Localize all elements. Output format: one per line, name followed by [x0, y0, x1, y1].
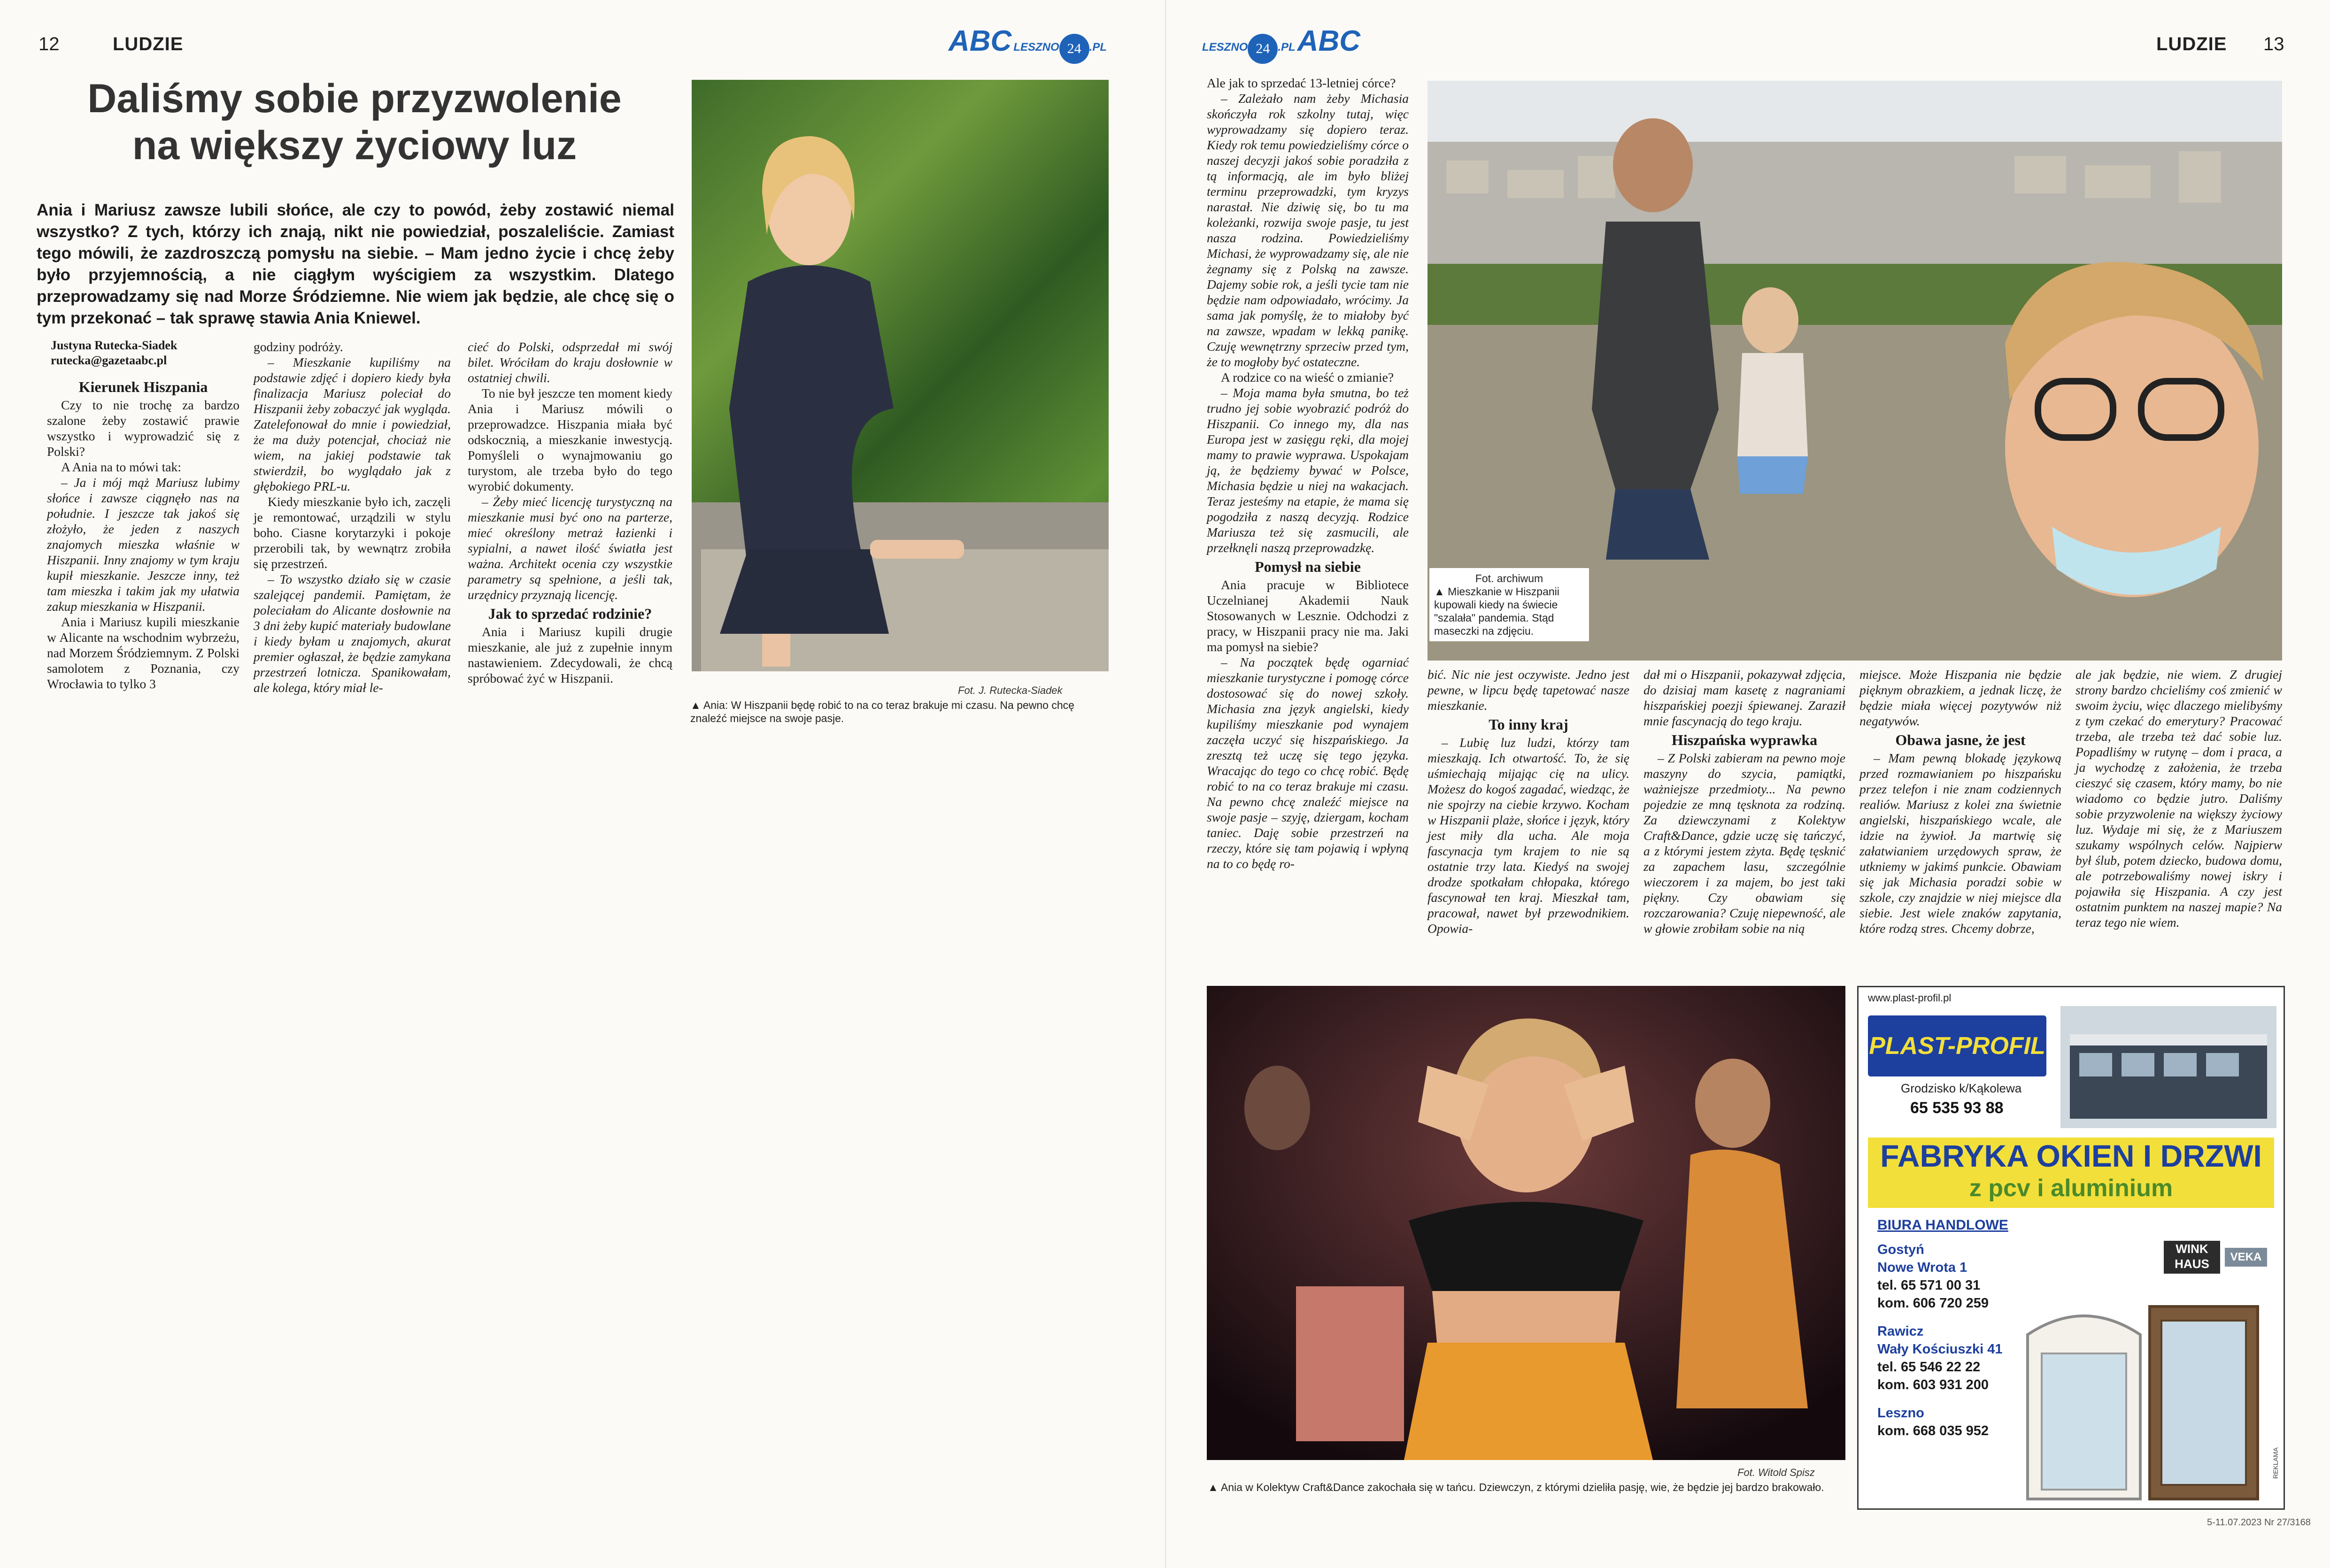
- subheading: To inny kraj: [1489, 716, 1568, 733]
- ad-phone: 65 535 93 88: [1910, 1099, 2004, 1117]
- logo-brand-left: LESZNO: [1013, 41, 1059, 54]
- paragraph: – Lubię luz ludzi, którzy tam mieszkają. Ich otwartość. To, że się uśmiechają mijając cię na ulicy. Możesz do kogoś zagadać, wiedząc, że nie spojrzy na ciebie krzywo. Kocham w Hiszpanii plaże, słońce i język, który jest miły dla ucha. Ale moja fascynacja tym krajem to nie są ostatnie trzy lata. Kiedyś na swojej drodze spotkałam chłopaka, którego fascynował ten kraj. Mieszkał tam, pracował, nawet był przewodnikiem. Opowia-: [1427, 735, 1629, 936]
- subheading: Jak to sprzedać rodzinie?: [488, 605, 652, 622]
- subheading: Kierunek Hiszpania: [78, 378, 208, 395]
- right-column-4: [1859, 667, 2061, 936]
- author-block: [51, 338, 239, 368]
- logo-badge-left: 24: [1059, 34, 1089, 64]
- paragraph: – Ja i mój mąż Mariusz lubimy słońce i zawsze ciągnęło nas na południe. I jeszcze tak jakoś się złożyło, że jeden z naszych znajomych mieszka właśnie w Hiszpanii. Inny znajomy w tym kraju kupił mieszkanie. Jeszcze inny, też tam mieszka i takim jak my ułatwia zakup mieszkania w Hiszpanii.: [47, 475, 239, 614]
- paragraph: cieć do Polski, odsprzedał mi swój bilet. Wróciłam do kraju dosłownie w ostatniej chwili.: [468, 339, 672, 385]
- paragraph: A Ania na to mówi tak:: [61, 460, 181, 474]
- ad-offices-title: BIURA HANDLOWE: [1877, 1217, 2008, 1233]
- paragraph: Czy to nie trochę za bardzo szalone żeby zostawić prawie wszystko i wyprowadzić się z Polski?: [47, 398, 239, 459]
- paragraph: – Zależało nam żeby Michasia skończyła rok szkolny tutaj, więc wyprowadzamy się dopiero teraz. Kiedy rok temu powiedzieliśmy córce o naszej decyzji jakoś sobie poradziła z tą informacją, ale im było bliżej terminu przeprowadzki, tym kryzys narastał. Nie dziwię się, bo tu ma koleżanki, rozwija swoje pasje, tu jest nasza rodzina. Powiedzieliśmy Michasi, że wyprowadzamy się, ale nie żegnamy się z Polską na zawsze. Dajemy sobie rok, a jeśli tycie tam nie będzie nam odpowiadało, wrócimy. Ja sama jak pomyślę, że to miałoby być na zawsze, wpadam w lekką panikę. Czuję wewnętrzny sprzeciw przed tym, że to mogłoby być ostateczne.: [1207, 91, 1409, 369]
- ad-winkhaus-line2: HAUS: [2175, 1257, 2209, 1271]
- logo-abc-left: ABC: [949, 25, 1012, 57]
- left-column-3: [468, 339, 672, 686]
- logo-badge-right: 24: [1248, 34, 1278, 64]
- ad-office-city: Leszno: [1877, 1406, 1924, 1421]
- author-email[interactable]: rutecka@gazetaabc.pl: [51, 354, 167, 367]
- ad-window-door-icon: [2009, 1278, 2272, 1504]
- ad-side-label: REKLAMA: [2272, 1447, 2279, 1479]
- ad-office-city: Gostyń: [1877, 1242, 1924, 1257]
- paragraph: – To wszystko działo się w czasie szalejącej pandemii. Pamiętam, że poleciałam do Alicante dosłownie na 3 dni żeby kupić materiały budowlane i kiedy byłam u znajomych, akurat premier ogłaszał, że będzie zamykana przestrzeń lotnicza. Spanikowałam, ale kolega, który miał le-: [254, 572, 451, 695]
- right-column-3: [1643, 667, 1845, 936]
- issue-number: 5-11.07.2023 Nr 27/3168: [2207, 1517, 2311, 1528]
- paragraph: ale jak będzie, nie wiem. Z drugiej strony bardzo chcieliśmy coś zmienić w swoim życiu, więc dlaczego mielibyśmy z tym czekać do emerytury? Pracować trzeba, ale trzeba też dać sobie luz. Popadliśmy w rutynę – dom i praca, a ja wychodzę z założenia, że trzeba cieszyć się czasem, który mamy, bo nie wiadomo co będzie jutro. Daliśmy sobie przyzwolenie na większy życiowy luz. Wydaje mi się, że z Mariuszem szukamy wspólnych celów. Najpierw był ślub, potem dziecko, budowa domu, ale potrzebowaliśmy nowej iskry i pojawiła się Hiszpania. A czy jest ostatnim punktem na naszej mapie? Na teraz tego nie wiem.: [2075, 667, 2282, 930]
- ad-office-kom: kom. 603 931 200: [1877, 1377, 1989, 1392]
- ad-headline: FABRYKA OKIEN I DRZWI: [1880, 1138, 2262, 1173]
- paragraph: – Na początek będę ogarniać mieszkanie turystyczne i pomogę córce dostosować się do nowej szkoły. Michasia zna język angielski, kiedy kupiliśmy mieszkanie pod wynajem zaczęła uczyć się hiszpańskiego. Ja zresztą też uczę się tego języka. Wracając do tego co chcę robić. Będę robić to na co teraz brakuje mi czasu. Na pewno chcę znaleźć miejsce na swoje pasje – szyję, dziergam, kocham taniec. Daję sobie przestrzeń na rzeczy, które się tam pojawią i wpłyną na to co będę ro-: [1207, 655, 1409, 871]
- author-name: Justyna Rutecka-Siadek: [51, 338, 177, 352]
- ad-veka-logo: VEKA: [2225, 1248, 2267, 1267]
- ad-office-street: Nowe Wrota 1: [1877, 1260, 1967, 1275]
- paragraph: godziny podróży.: [254, 339, 343, 354]
- paragraph: – Z Polski zabieram na pewno moje maszyny do szycia, pamiątki, ważniejsze przedmioty... Na pewno pojedzie ze mną tęsknota za rodziną. Za dziewczynami z Kolektyw Craft&Dance, gdzie uczę się tańczyć, a z którymi jestem zżyta. Będę tęsknić za zapachem lasu, szczególnie wieczorem i za majem, bo jest taki piękny. Czy obawiam się rozczarowania? Czuję niepewność, ale w głowie zrobiłam sobie na nią: [1643, 751, 1845, 936]
- ad-city: Grodzisko k/Kąkolewa: [1901, 1081, 2022, 1095]
- paragraph: Kiedy mieszkanie było ich, zaczęli je remontować, urządzili w stylu boho. Ciasne korytarzyki i pokoje przerobili tak, by wewnątrz zrobiła się przestrzeń.: [254, 494, 451, 571]
- left-column-2: [254, 339, 451, 695]
- paragraph: – Mieszkanie kupiliśmy na podstawie zdjęć i dopiero kiedy była finalizacja Mariusz poleciał do Hiszpanii żeby zobaczyć jak wygląda. Zatelefonował do mnie i powiedział, że ma duży potencjał, chociaż nie wiem, na jakiej podstawie tak stwierdził, bo wyglądało jak z głębokiego PRL-u.: [254, 355, 451, 493]
- dance-illustration: [1207, 986, 1845, 1460]
- portrait-illustration: [692, 80, 1109, 671]
- photo-credit-dance: Fot. Witold Spisz: [1737, 1467, 1815, 1478]
- article-headline: [28, 75, 681, 169]
- subheading: Hiszpańska wyprawka: [1671, 731, 1818, 748]
- ad-brand-name: PLAST-PROFIL: [1869, 1032, 2045, 1060]
- paragraph: Ania i Mariusz kupili drugie mieszkanie, ale już z zupełnie innym nastawieniem. Zdecydowali, że chcą spróbować żyć w Hiszpanii.: [468, 624, 672, 685]
- ad-office-tel: tel. 65 546 22 22: [1877, 1360, 1981, 1375]
- photo-dance: [1207, 986, 1845, 1460]
- article-lead: Ania i Mariusz zawsze lubili słońce, ale czy to powód, żeby zostawić niemal wszystko? Z tych, którzy ich znają, nikt nie powiedział, poszaleliście. Zamiast tego mówili, że zazdroszczą pomysłu na siebie. – Mam jedno życie i chcę żeby było przyjemnością, a nie ciągłym wyścigiem za wszystkim. Dlatego przeprowadzamy się nad Morze Śródziemne. Nie wiem jak będzie, ale chcę się o tym przekonać – tak sprawę stawia Ania Kniewel.: [37, 201, 674, 327]
- ad-url[interactable]: www.plast-profil.pl: [1868, 992, 1952, 1004]
- photo-credit-ania: Fot. J. Rutecka-Siadek: [958, 684, 1063, 696]
- paragraph: dał mi o Hiszpanii, pokazywał zdjęcia, do dzisiaj mam kasetę z nagraniami hiszpańskiej poezji śpiewanej. Zaraził mnie fascynacją do tego kraju.: [1643, 667, 1845, 728]
- logo-abc-right: ABC: [1297, 25, 1361, 57]
- paragraph: To nie był jeszcze ten moment kiedy Ania i Mariusz mówili o przeprowadzce. Hiszpania miała być odskocznią, a mieszkanie inwestycją. Pomyśleli o wynajmowaniu go turystom, ale trzeba było do tego wyrobić dokumenty.: [468, 386, 672, 493]
- logo-suffix-left: .PL: [1089, 41, 1107, 54]
- paragraph: – Mam pewną blokadę językową przed rozmawianiem po hiszpańsku przez telefon i nie znam codziennych realiów. Mariusz z kolei zna świetnie angielski, hiszpańskiego wcale, ale idzie na żywioł. Ja martwię się załatwianiem urzędowych spraw, że utkniemy w jakimś punkcie. Obawiam się jak Michasia poradzi sobie w szkole, czy znajdzie w niej miejsce dla siebie. Jest wiele znaków zapytania, które rodzą stres. Chcemy dobrze,: [1859, 751, 2061, 936]
- ad-headline-band: [1868, 1138, 2274, 1208]
- logo-brand-right: LESZNO: [1202, 41, 1248, 54]
- paragraph: Ania i Mariusz kupili mieszkanie w Alicante na wschodnim wybrzeżu, nad Morzem Śródziemnym. Z Polski samolotem z Poznania, czy Wrocławia to tylko 3: [47, 615, 239, 691]
- photo-caption-ania: ▲ Ania: W Hiszpanii będę robić to na co teraz brakuje mi czasu. Na pewno chcę znaleźć miejsce na swoje pasje.: [690, 699, 1074, 724]
- paragraph: miejsce. Może Hiszpania nie będzie pięknym obrazkiem, a jednak liczę, że będzie miała więcej pozytywów niż negatywów.: [1859, 667, 2061, 728]
- subheading: Pomysł na siebie: [1255, 558, 1361, 575]
- photo-caption-family-box: [1429, 568, 1589, 641]
- subheading: Obawa jasne, że jest: [1895, 731, 2026, 748]
- photo-caption-family: ▲ Mieszkanie w Hiszpanii kupowali kiedy na świecie "szalała" pandemia. Stąd maseczki na zdjęciu.: [1434, 585, 1559, 637]
- photo-credit-family: Fot. archiwum: [1475, 572, 1543, 584]
- ad-office-city: Rawicz: [1877, 1324, 1924, 1339]
- photo-caption-dance: ▲ Ania w Kolektyw Craft&Dance zakochała się w tańcu. Dziewczyn, z którymi dzieliła pasję, wie, że będzie jej bardzo brakowało.: [1208, 1481, 1824, 1493]
- photo-ania-portrait: [692, 80, 1109, 671]
- paragraph: – Żeby mieć licencję turystyczną na mieszkanie musi być ono na parterze, mieć określony metraż łazienki i sypialni, a nawet ilość światła jest ważna. Architekt ocenia czy wszystkie parametry są spełnione, a jeśli tak, urzędnicy przyznają licencję.: [468, 494, 672, 602]
- page-fold: [1165, 0, 1166, 1568]
- paragraph: Ania pracuje w Bibliotece Uczelnianej Akademii Nauk Stosowanych w Lesznie. Odchodzi z pracy, w Hiszpanii pracy nie ma. Jaki ma pomysł na siebie?: [1207, 577, 1409, 654]
- advertisement-plast-profil[interactable]: [1857, 986, 2285, 1510]
- left-column-1: [47, 376, 239, 692]
- ad-winkhaus-logo: [2164, 1241, 2220, 1274]
- paragraph: bić. Nic nie jest oczywiste. Jedno jest pewne, w lipcu będę tapetować nasze mieszkanie.: [1427, 667, 1629, 713]
- section-label-right: LUDZIE: [2156, 34, 2227, 54]
- masthead-logo-right: [1202, 24, 1360, 64]
- ad-brand-logo: [1868, 1015, 2046, 1076]
- ad-office-kom: kom. 668 035 952: [1877, 1423, 1989, 1438]
- section-label-left: LUDZIE: [113, 34, 184, 54]
- right-column-2: [1427, 667, 1629, 936]
- logo-suffix-right: .PL: [1278, 41, 1296, 54]
- paragraph: A rodzice co na wieść o zmianie?: [1221, 370, 1394, 384]
- right-column-5: [2075, 667, 2282, 930]
- page-number-right: 13: [2263, 34, 2284, 54]
- paragraph: – Moja mama była smutna, bo też trudno jej sobie wyobrazić podróż do Hiszpanii. Co innego my, dla nas Europa jest w zasięgu ręki, dla mojej mamy to prawie wyprawa. Uspokajam ją, że będziemy bywać w Polsce, Michasia będzie u niej na wakacjach. Teraz jesteśmy na etapie, że mama się pogodziła z naszą decyzją. Rodzice Mariusza też się zasmucili, ale przełknęli naszą przeprowadzkę.: [1207, 385, 1409, 555]
- paragraph: Ale jak to sprzedać 13-letniej córce?: [1207, 76, 1396, 90]
- ad-subhead: z pcv i aluminium: [1969, 1175, 2173, 1202]
- ad-office-tel: tel. 65 571 00 31: [1877, 1278, 1981, 1293]
- ad-factory-building-icon: [2060, 1006, 2276, 1128]
- ad-office-street: Wały Kościuszki 41: [1877, 1342, 2003, 1357]
- ad-winkhaus-line1: WINK: [2176, 1242, 2208, 1256]
- headline-line-1: Daliśmy sobie przyzwolenie: [87, 76, 622, 121]
- page-number-left: 12: [39, 34, 60, 54]
- headline-line-2: na większy życiowy luz: [132, 123, 577, 168]
- ad-office-kom: kom. 606 720 259: [1877, 1296, 1989, 1311]
- masthead-logo-left: [949, 24, 1107, 64]
- right-column-1: [1207, 75, 1409, 871]
